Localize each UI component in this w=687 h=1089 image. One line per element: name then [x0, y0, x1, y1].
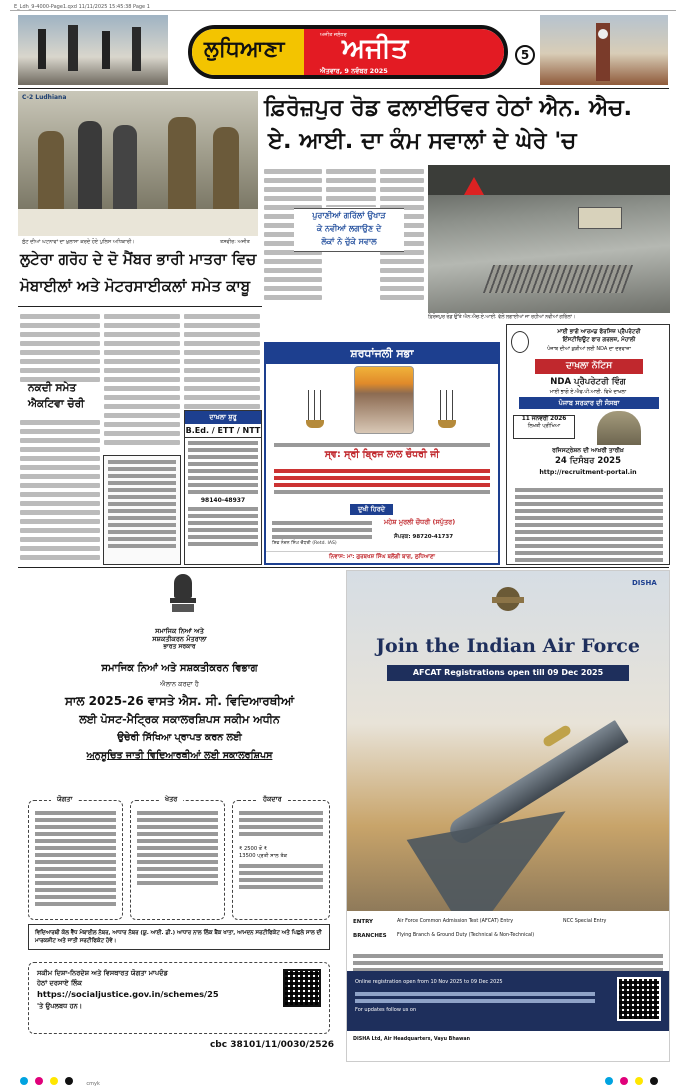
govt-department: ਸਮਾਜਿਕ ਨਿਆਂ ਅਤੇ ਸਸ਼ਕਤੀਕਰਨ ਵਿਭਾਗ: [101, 663, 258, 674]
flyover-photo: [428, 165, 670, 313]
clock-face: [598, 29, 608, 39]
statue-silhouette: [38, 29, 46, 69]
footer-reg-marks: [20, 1070, 670, 1087]
nda-admission-ad: [506, 324, 670, 565]
govt-col3-amount2: 13500 ਪ੍ਰਤੀ ਸਾਲ ਤੱਕ: [239, 853, 288, 859]
activa-article-col: [20, 416, 100, 566]
nda-fineprint: [515, 485, 663, 565]
subheadline-line2: ਐਕਟਿਵਾ ਚੋਰੀ: [28, 398, 85, 410]
masthead-city: ਲੁਧਿਆਣਾ: [204, 37, 285, 62]
nda-girl-figure: [597, 411, 641, 445]
govt-main-l1: ਸਾਲ 2025-26 ਵਾਸਤੇ ਐਸ. ਸੀ. ਵਿਦਿਆਰਥੀਆਂ: [64, 694, 295, 708]
road-sign: [464, 177, 484, 195]
yellow-dot: [50, 1077, 58, 1085]
incense-right: [438, 390, 458, 430]
shradhanjali-ad: [264, 342, 500, 565]
portrait-photo: [354, 366, 414, 434]
iaf-follow: For updates follow us on: [355, 1007, 417, 1013]
admission-phone: 98140-48937: [200, 497, 246, 504]
footer-slug: cmyk: [86, 1081, 100, 1087]
statue-silhouette: [132, 27, 141, 71]
magenta-dot: [620, 1077, 628, 1085]
shradhanjali-address: ਨਿਵਾਸ: ਮਾ: ਗੁਰਬਖਸ਼ ਸਿੰਘ ਬਲੌਂਗੀ ਬਾਗ, ਲੁਧਿਆਣਾ: [266, 551, 498, 561]
govt-main-l2: ਲਈ ਪੋਸਟ-ਮੈਟ੍ਰਿਕ ਸਕਾਲਰਸ਼ਿਪਸ ਸਕੀਮ ਅਧੀਨ: [79, 713, 280, 726]
black-dot: [650, 1077, 658, 1085]
headline-flyover-line2: ਏ. ਆਈ. ਦਾ ਕੰਮ ਸਵਾਲਾਂ ਦੇ ਘੇਰੇ 'ਚ: [268, 128, 577, 154]
admission-ad: [184, 410, 262, 565]
officer-figure: [78, 121, 102, 211]
govt-col3-title: ਹੱਕਦਾਰ: [257, 795, 288, 804]
cyan-dot: [605, 1077, 613, 1085]
iaf-contact: DISHA Ltd, Air Headquarters, Vayu Bhawan: [353, 1037, 471, 1042]
classified-ad-school: [103, 455, 181, 565]
nda-exam-date: 11 ਜਨਵਰੀ 2026: [521, 416, 567, 422]
officer-figure: [113, 125, 137, 211]
iaf-branches-text: Flying Branch & Ground Duty (Technical & Non-Technical): [397, 933, 535, 938]
govt-main-l3: ਉਚੇਰੀ ਸਿੱਖਿਆ ਪ੍ਰਾਪਤ ਕਰਨ ਲਈ: [117, 732, 242, 743]
govt-documents-note: ਵਿਦਿਆਰਥੀ ਕੋਲ ਵੈੱਧ ਮੋਬਾਈਲ ਨੰਬਰ, ਆਧਾਰ ਨੰਬਰ (ਯੂ. ਆਈ. ਡੀ.) ਆਧਾਰ ਨਾਲ ਲਿੰਕ ਬੈਂਕ ਖਾਤਾ, ਆਮਦਨ ਸਰਟੀਫਿਕੇਟ ਅਤੇ ਪਿਛਲੇ ਸਾਲ ਦੀ ਮਾਰਕਸ਼ੀਟ ਅਤੇ ਜਾਤੀ ਸਰਟੀਫਿਕੇਟ ਹੋਵੇ।: [28, 924, 330, 950]
govt-ministry-l1: ਸਮਾਜਿਕ ਨਿਆਂ ਅਤੇ: [155, 627, 204, 635]
headline-flyover: [264, 92, 670, 158]
govt-scheme-box: [28, 962, 330, 1034]
yellow-dot: [635, 1077, 643, 1085]
iaf-branches-label: BRANCHES: [353, 933, 387, 939]
iaf-blue-bar: [347, 971, 669, 1031]
page-number-badge: 5: [515, 45, 535, 65]
iaf-qr-code: [617, 977, 661, 1021]
govt-col3-amount1: ₹ 2500 ਤੋਂ ₹: [239, 846, 268, 852]
robbers-article-col1: [20, 310, 100, 380]
masthead-logo: [188, 25, 508, 79]
press-table: [18, 209, 258, 236]
iaf-brand: DISHA: [632, 579, 657, 587]
govt-scheme-l3: 'ਤੇ ਉਪਲਬਧ ਹਨ।: [37, 1002, 83, 1010]
incense-left: [306, 390, 326, 430]
subheadline-activa: [28, 380, 102, 412]
nda-exam-box: [513, 415, 575, 439]
govt-col-eligibility: [28, 795, 123, 920]
pullquote-line2: ਕੇ ਨਵੀਆਂ ਲਗਾਉਣ ਦੇ: [316, 224, 382, 233]
govt-scheme-url[interactable]: https://socialjustice.gov.in/schemes/25: [37, 989, 219, 999]
govt-ministry-l3: ਭਾਰਤ ਸਰਕਾਰ: [163, 643, 196, 650]
masthead-date: ਐਤਵਾਰ, 9 ਨਵੰਬਰ 2025: [320, 67, 388, 75]
govt-main-l4: ਅਨੁਸੂਚਿਤ ਜਾਤੀ ਵਿਦਿਆਰਥੀਆਂ ਲਈ ਸਕਾਲਰਸ਼ਿਪਸ: [86, 750, 273, 761]
statue-silhouette: [102, 31, 110, 69]
shradhanjali-name: ਸ੍ਵ: ਸ੍ਰੀ ਬ੍ਰਿਜ ਲਾਲ ਚੌਧਰੀ ਜੀ: [324, 449, 440, 460]
ashoka-emblem: [168, 574, 198, 614]
grill-pile: [483, 265, 633, 293]
flyover-article-col2: [326, 165, 376, 207]
govt-col2-title: ਖੇਤਰ: [159, 795, 183, 804]
headline-robbers-line1: ਲੁਟੇਰਾ ਗਰੋਹ ਦੇ ਦੋ ਮੈਂਬਰ ਭਾਰੀ ਮਾਤਰਾ ਵਿਚ: [20, 250, 257, 268]
shradhanjali-details: [274, 466, 490, 497]
pullquote-line3: ਲੋਕਾਂ ਨੇ ਚੁੱਕੇ ਸਵਾਲ: [321, 237, 377, 246]
masthead-left-photo: [18, 15, 168, 85]
nda-org-line2: ਇੰਸਟੀਚਿਊਟ ਫਾਰ ਗਰਲਜ਼, ਮੋਹਾਲੀ: [562, 337, 636, 343]
pullquote-line1: ਪੁਰਾਣੀਆਂ ਗਰਿੱਲਾਂ ਉਖਾੜ: [312, 211, 386, 220]
nda-govt-banner: ਪੰਜਾਬ ਸਰਕਾਰ ਦੀ ਸੰਸਥਾ: [519, 397, 659, 409]
shradhanjali-officer: ਸ਼ਿਵ ਨੰਦਨ ਸਿੰਘ ਚੌਧਰੀ (Retd. IAS): [272, 541, 337, 546]
admission-title: ਦਾਖ਼ਲਾ ਸ਼ੁਰੂ: [185, 411, 261, 424]
iaf-entry-text: Air Force Common Admission Test (AFCAT) Entry: [397, 919, 514, 924]
robbers-article-col3: [184, 310, 260, 410]
govt-scheme-l2: ਹੇਠਾਂ ਦਰਸਾਏ ਲਿੰਕ: [37, 979, 83, 987]
billboard: [578, 207, 622, 229]
masthead-rule: [18, 88, 669, 89]
govt-announce: ਐਲਾਨ ਕਰਦਾ ਹੈ: [160, 680, 199, 688]
officer-figure: [168, 117, 196, 211]
subheadline-line1: ਨਕਦੀ ਸਮੇਤ: [28, 382, 77, 394]
headline-flyover-line1: ਫ਼ਿਰੋਜ਼ਪੁਰ ਰੋਡ ਫਲਾਈਓਵਰ ਹੇਠਾਂ ਐਨ. ਐਚ.: [264, 95, 633, 121]
shradhanjali-subheading: ਦੁਖੀ ਹਿਰਦੇ: [350, 504, 393, 515]
govt-qr-code: [283, 969, 321, 1007]
fighter-jet: [397, 701, 647, 901]
iaf-entry-label: ENTRY: [353, 919, 374, 925]
robbers-article-col2: [104, 310, 180, 450]
govt-ministry: [18, 627, 341, 651]
headline-robbers-line2: ਮੋਬਾਈਲਾਂ ਅਤੇ ਮੋਟਰਸਾਈਕਲਾਂ ਸਮੇਤ ਕਾਬੂ: [20, 277, 251, 295]
govt-scheme-l1: ਸਕੀਮ ਦਿਸ਼ਾ-ਨਿਰਦੇਸ਼ ਅਤੇ ਵਿਸਥਾਰਤ ਯੋਗਤਾ ਮਾਪਦੰਡ: [37, 969, 168, 977]
cyan-dot: [20, 1077, 28, 1085]
admission-courses: B.Ed. / ETT / NTT: [185, 424, 261, 438]
shradhanjali-mourners: [272, 518, 372, 542]
headline-robbers: [20, 246, 260, 300]
iaf-crest: [492, 587, 524, 621]
masthead-right-photo: [540, 15, 668, 85]
shradhanjali-son: ਮਹੇਸ਼ ਮੁਰਲੀ ਚੌਧਰੀ (ਸਪੁੱਤਰ): [384, 518, 456, 526]
nda-org-line1: ਮਾਈ ਭਾਗੋ ਆਰਮਡ ਫੋਰਸਿਜ਼ ਪ੍ਰੈਪਰੇਟਰੀ: [557, 329, 641, 335]
nda-last-date: 24 ਦਿਸੰਬਰ 2025: [554, 456, 621, 466]
iaf-info-panel: [347, 911, 669, 1061]
statue-silhouette: [68, 25, 78, 71]
iaf-ncc-text: NCC Special Entry: [563, 919, 607, 924]
iaf-ad: [346, 570, 670, 1062]
govt-ministry-l2: ਸਸ਼ਕਤੀਕਰਨ ਮੰਤਰਾਲਾ: [152, 635, 207, 643]
pullquote-box: [294, 208, 404, 252]
govt-scholarship-ad: [18, 570, 341, 1062]
nda-org-line3: ਪੰਜਾਬ ਦੀਆਂ ਕੁੜੀਆਂ ਲਈ NDA ਦਾ ਦਰਵਾਜ਼ਾ: [547, 346, 631, 352]
print-header: E_Ldh_9-4000-Page1.qxd 11/11/2025 15:45:38 Page 1: [14, 4, 150, 10]
headline-rule: [18, 306, 262, 307]
nda-website[interactable]: http://recruitment-portal.in: [539, 469, 637, 476]
iaf-title: Join the Indian Air Force: [376, 635, 640, 657]
shradhanjali-title: ਸ਼ਰਧਾਂਜਲੀ ਸਭਾ: [266, 344, 498, 364]
shradhanjali-phone: ਸੰਪਰਕ: 98720-41737: [394, 534, 454, 540]
officer-figure: [213, 127, 239, 211]
govt-col-coverage: [130, 795, 225, 920]
nda-last-date-label: ਰਜਿਸਟ੍ਰੇਸ਼ਨ ਦੀ ਆਖ਼ਰੀ ਤਾਰੀਖ਼: [552, 447, 624, 454]
nda-notice-banner: ਦਾਖ਼ਲਾ ਨੋਟਿਸ: [535, 359, 643, 374]
middle-rule: [18, 567, 669, 568]
nda-sub: ਮਾਈ ਭਾਗੋ ਏ.ਐਫ.ਪੀ.ਆਈ. ਵਿਖੇ ਦਾਖ਼ਲਾ: [549, 389, 627, 395]
govt-main-heading: [18, 692, 341, 765]
black-dot: [65, 1077, 73, 1085]
govt-cbc: cbc 38101/11/0030/2526: [209, 1040, 334, 1050]
photo-credit: ਤਸਵੀਰ: ਅਜੀਤ: [220, 239, 250, 245]
photo-badge: C-2 Ludhiana: [22, 94, 67, 101]
nda-wing: NDA ਪ੍ਰੈਪਰੇਟਰੀ ਵਿੰਗ: [550, 377, 626, 387]
flyover-caption: ਫ਼ਿਰੋਜ਼ਪੁਰ ਰੋਡ ਉੱਤੇ ਐਨ.ਐਚ.ਏ.ਆਈ. ਵੱਲੋਂ ਲਗਾਈਆਂ ਜਾ ਰਹੀਆਂ ਨਵੀਆਂ ਗਰਿੱਲਾਂ।: [428, 315, 576, 320]
officer-figure: [38, 131, 64, 211]
govt-col-entitlement: [232, 795, 330, 920]
masthead-tagline: ਅਜੀਤ ਜਲੰਧਰ: [320, 32, 347, 38]
iaf-dates: Online registration open from 10 Nov 2025 to 09 Dec 2025: [355, 979, 503, 985]
photo-caption: ਲੁੱਟ ਦੀਆਂ ਘਟਨਾਵਾਂ ਦਾ ਖ਼ੁਲਾਸਾ ਕਰਦੇ ਹੋਏ ਪੁਲਿਸ ਅਧਿਕਾਰੀ।: [22, 239, 135, 245]
govt-col1-title: ਯੋਗਤਾ: [51, 795, 78, 804]
iaf-subtitle: AFCAT Registrations open till 09 Dec 2025: [387, 665, 629, 681]
police-press-photo: [18, 91, 258, 236]
magenta-dot: [35, 1077, 43, 1085]
masthead-brand: ਅਜੀਤ: [342, 33, 409, 64]
crop-mark: [10, 10, 676, 11]
nda-exam-label: ਲਿਖਤੀ ਪ੍ਰੀਖਿਆ: [527, 423, 561, 429]
